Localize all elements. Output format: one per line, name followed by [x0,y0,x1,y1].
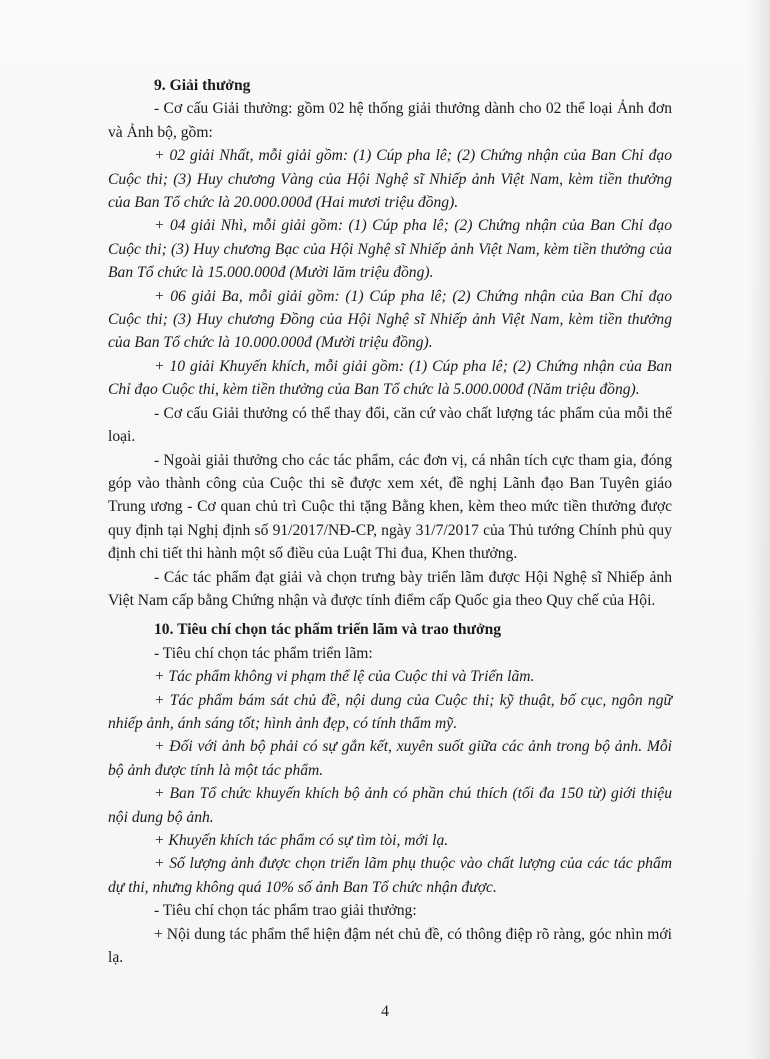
section-9-body [108,97,672,612]
paragraph: + Tác phẩm bám sát chủ đề, nội dung của Cuộc thi; kỹ thuật, bố cục, ngôn ngữ nhiếp ảnh, ánh sáng tốt; hình ảnh đẹp, có tính thẩm mỹ. [108,691,672,732]
page-edge-shadow [748,0,770,1059]
section-10-heading: 10. Tiêu chí chọn tác phẩm triển lãm và trao thưởng [154,621,502,639]
paragraph: - Các tác phẩm đạt giải và chọn trưng bày triển lãm được Hội Nghệ sĩ Nhiếp ảnh Việt Nam cấp bằng Chứng nhận và được tính điểm cấp Quốc gia theo Quy chế của Hội. [108,568,672,609]
paragraph: + Tác phẩm không vi phạm thể lệ của Cuộc thi và Triển lãm. [154,668,535,686]
page-number: 4 [381,1003,389,1020]
paragraph: - Ngoài giải thưởng cho các tác phẩm, các đơn vị, cá nhân tích cực tham gia, đóng góp vào thành công của Cuộc thi sẽ được xem xét, đề nghị Lãnh đạo Ban Tuyên giáo Trung ương - Cơ quan chủ trì Cuộc thi tặng Bằng khen, kèm theo mức tiền thưởng được quy định tại Nghị định số 91/2017/NĐ-CP, ngày 31/7/2017 của Thủ tướng Chính phủ quy định chi tiết thi hành một số điều của Luật Thi đua, Khen thưởng. [108,451,672,563]
paragraph: - Tiêu chí chọn tác phẩm trao giải thưởng: [154,902,417,920]
paragraph: + Khuyến khích tác phẩm có sự tìm tòi, mới lạ. [154,832,449,849]
section-9-heading: 9. Giải thưởng [154,77,251,94]
paragraph: + 02 giải Nhất, mỗi giải gồm: (1) Cúp pha lê; (2) Chứng nhận của Ban Chỉ đạo Cuộc thi; (3) Huy chương Vàng của Hội Nghệ sĩ Nhiếp ảnh Việt Nam, kèm tiền thưởng của Ban Tổ chức là 20.000.000đ (Hai mươi triệu đồng). [108,147,672,212]
paragraph: - Tiêu chí chọn tác phẩm triển lãm: [154,644,373,662]
paragraph: + Nội dung tác phẩm thể hiện đậm nét chủ đề, có thông điệp rõ ràng, góc nhìn mới lạ. [108,925,672,967]
paragraph: + 10 giải Khuyến khích, mỗi giải gồm: (1) Cúp pha lê; (2) Chứng nhận của Ban Chỉ đạo Cuộc thi, kèm tiền thưởng của Ban Tổ chức là 5.000.000đ (Năm triệu đồng). [108,357,672,399]
paragraph: + 06 giải Ba, mỗi giải gồm: (1) Cúp pha lê; (2) Chứng nhận của Ban Chỉ đạo Cuộc thi; (3) Huy chương Đồng của Hội Nghệ sĩ Nhiếp ảnh Việt Nam, kèm tiền thưởng của Ban Tổ chức là 10.000.000đ (Mười triệu đồng). [108,287,672,352]
paragraph: + Đối với ảnh bộ phải có sự gắn kết, xuyên suốt giữa các ảnh trong bộ ảnh. Mỗi bộ ảnh được tính là một tác phẩm. [108,738,672,779]
paragraph: + Số lượng ảnh được chọn triển lãm phụ thuộc vào chất lượng của các tác phẩm dự thi, nhưng không quá 10% số ảnh Ban Tổ chức nhận được. [108,855,672,896]
paragraph: - Cơ cấu Giải thưởng: gồm 02 hệ thống giải thưởng dành cho 02 thể loại Ảnh đơn và Ảnh bộ, gồm: [108,100,672,141]
section-10-body [108,642,672,970]
paragraph: + Ban Tổ chức khuyến khích bộ ảnh có phần chú thích (tối đa 150 từ) giới thiệu nội dung bộ ảnh. [108,785,672,826]
paragraph: - Cơ cấu Giải thưởng có thể thay đổi, căn cứ vào chất lượng tác phẩm của mỗi thể loại. [108,404,672,446]
paragraph: + 04 giải Nhì, mỗi giải gồm: (1) Cúp pha lê; (2) Chứng nhận của Ban Chỉ đạo Cuộc thi; (3) Huy chương Bạc của Hội Nghệ sĩ Nhiếp ảnh Việt Nam, kèm tiền thưởng của Ban Tổ chức là 15.000.000đ (Mười lăm triệu đồng). [108,217,672,282]
document-body [108,74,672,969]
